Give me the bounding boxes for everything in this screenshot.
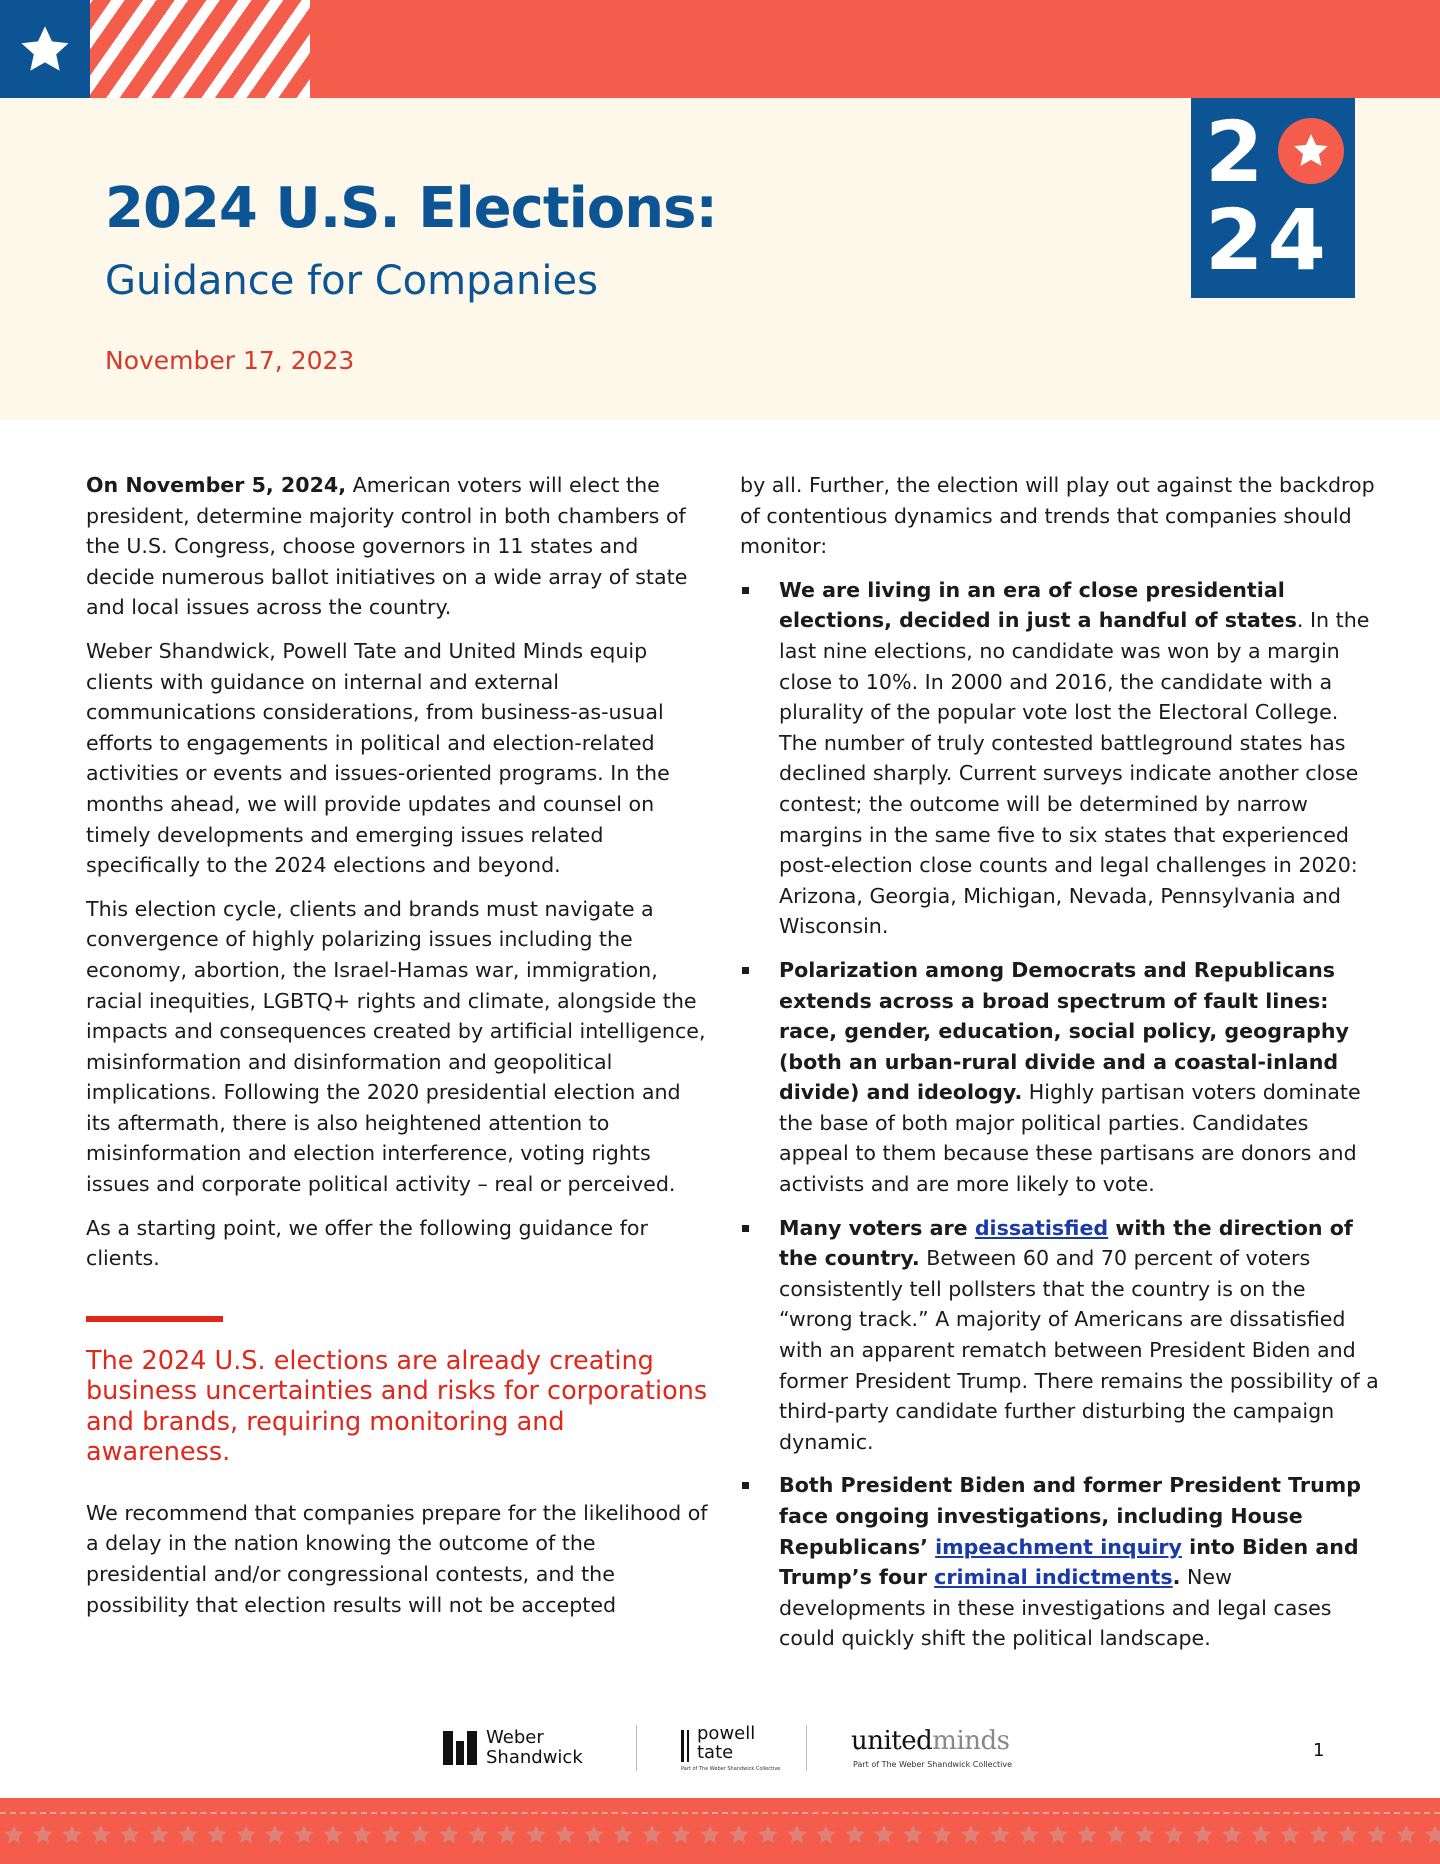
- dissatisfied-link[interactable]: dissatisfied: [974, 1215, 1109, 1240]
- bullet-icon: [742, 1482, 749, 1489]
- united-minds-tagline: Part of The Weber Shandwick Collective: [853, 1760, 1013, 1769]
- star-icon: [1193, 1825, 1212, 1843]
- logo-digit-bottom: 24: [1205, 191, 1330, 289]
- bottom-dashed-line: [0, 1812, 1440, 1814]
- logo-divider: [806, 1725, 807, 1771]
- star-icon: [120, 1825, 139, 1843]
- flag-stripes: [90, 0, 310, 98]
- star-icon: [410, 1825, 429, 1843]
- bullet-heading: We are living in an era of close presidential elections, decided in just a handful of states: [779, 577, 1297, 633]
- ws-line-1: Weber: [486, 1727, 544, 1748]
- star-icon: [1106, 1825, 1125, 1843]
- bullet-heading-end: .: [1172, 1565, 1181, 1590]
- paragraph-cycle: This election cycle, clients and brands must navigate a convergence of highly polarizing issues including the economy, abortion, the Israel-Hamas war, immigration, racial inequities, LGBTQ+ rights and climate, alongside the impacts and consequences created by artificial intelligence, misinformation and disinformation and geopolitical implications. Following the 2020 presidential election and its aftermath, there is also heightened attention to misinformation and election interference, voting rights issues and corporate political activity – real or perceived.: [86, 896, 706, 1197]
- continued-paragraph: by all. Further, the election will play out against the backdrop of contentious dynamics and trends that companies should monitor:: [740, 473, 1375, 559]
- powell-tate-logo-icon: [681, 1730, 689, 1762]
- flag-star-box: [0, 0, 90, 100]
- star-icon: [468, 1825, 487, 1843]
- star-icon: [1338, 1825, 1357, 1843]
- logo-digit-top: 2: [1205, 103, 1264, 201]
- page-title: 2024 U.S. Elections:: [105, 176, 717, 241]
- star-icon: [1048, 1825, 1067, 1843]
- logo-star-circle: [1278, 118, 1344, 184]
- star-icon: [17, 22, 73, 78]
- star-icon: [439, 1825, 458, 1843]
- paragraph-starting-point: As a starting point, we offer the following guidance for clients.: [86, 1215, 648, 1271]
- star-icon: [903, 1825, 922, 1843]
- star-icon: [816, 1825, 835, 1843]
- star-icon: [990, 1825, 1009, 1843]
- intro-text: American voters will elect the president, determine majority control in both chambers of the U.S. Congress, choose governors in 11 states and decide numerous ballot initiatives on a wide array of state and local issues across the country.: [86, 473, 688, 620]
- star-icon: [729, 1825, 748, 1843]
- list-item: [740, 1470, 1380, 1654]
- star-icon: [178, 1825, 197, 1843]
- right-column: [740, 470, 1380, 1667]
- bullet-text: New developments in these investigations and legal cases could quickly shift the political landscape.: [779, 1565, 1332, 1651]
- footer-logos: [0, 1720, 1440, 1780]
- star-icon: [1164, 1825, 1183, 1843]
- star-icon: [149, 1825, 168, 1843]
- paragraph-recommend: We recommend that companies prepare for the likelihood of a delay in the nation knowing the outcome of the presidential and/or congressional contests, and the possibility that election results will not be accepted: [86, 1500, 708, 1617]
- star-icon: [700, 1825, 719, 1843]
- star-icon: [294, 1825, 313, 1843]
- bullet-icon: [742, 1225, 749, 1232]
- callout-quote: The 2024 U.S. elections are already creating business uncertainties and risks for corporations and brands, requiring monitoring and awareness.: [86, 1345, 708, 1468]
- star-icon: [1280, 1825, 1299, 1843]
- bullet-heading: Both President Biden and former President Trump face ongoing investigations, including House Republicans’: [779, 1473, 1361, 1559]
- star-icon: [352, 1825, 371, 1843]
- bullet-icon: [742, 587, 749, 594]
- star-icon: [207, 1825, 226, 1843]
- bullet-text: . In the last nine elections, no candidate was won by a margin close to 10%. In 2000 and 2016, the candidate with a plurality of the popular vote lost the Electoral College. The number of truly contested battleground states has declined sharply. Current surveys indicate another close contest; the outcome will be determined by narrow margins in the same five to six states that experienced post-election close counts and legal challenges in 2020: Arizona, Georgia, Michigan, Nevada, Pennsylvania and Wisconsin.: [779, 608, 1370, 939]
- star-icon: [1291, 131, 1331, 171]
- paragraph-firms: Weber Shandwick, Powell Tate and United Minds equip clients with guidance on internal and external communications considerations, from business-as-usual efforts to engagements in political and election-related activities or events and issues-oriented programs. In the months ahead, we will provide updates and counsel on timely developments and emerging issues related specifically to the 2024 elections and beyond.: [86, 638, 670, 878]
- weber-shandwick-logo-icon: [443, 1731, 477, 1765]
- star-icon: [1077, 1825, 1096, 1843]
- star-icon: [91, 1825, 110, 1843]
- star-icon: [33, 1825, 52, 1843]
- united-minds-logo: [851, 1726, 1010, 1756]
- star-icon: [526, 1825, 545, 1843]
- star-icon: [787, 1825, 806, 1843]
- star-icon: [323, 1825, 342, 1843]
- powell-tate-logo: [697, 1724, 755, 1762]
- um-part-b: minds: [932, 1726, 1010, 1756]
- year-2024-logo: [1191, 98, 1355, 298]
- bullet-text: Highly partisan voters dominate the base of both major political parties. Candidates appeal to them because these partisans are donors and activists and are more likely to vote.: [779, 1080, 1361, 1197]
- star-icon: [961, 1825, 980, 1843]
- star-icon: [236, 1825, 255, 1843]
- star-icon: [584, 1825, 603, 1843]
- star-row-icon: [0, 1820, 1440, 1850]
- star-icon: [932, 1825, 951, 1843]
- publish-date: November 17, 2023: [105, 346, 355, 375]
- list-item: [740, 1213, 1380, 1458]
- left-column: [86, 470, 708, 1633]
- star-icon: [758, 1825, 777, 1843]
- powell-tate-tagline: Part of The Weber Shandwick Collective: [681, 1766, 781, 1772]
- bullet-heading: Polarization among Democrats and Republicans extends across a broad spectrum of fault lines: race, gender, education, social policy, geography (both an urban-rural divide and a coastal-inland divide) and ideology.: [779, 957, 1349, 1105]
- bottom-banner: [0, 1798, 1440, 1864]
- star-icon: [1367, 1825, 1386, 1843]
- star-icon: [642, 1825, 661, 1843]
- ws-line-2: Shandwick: [486, 1747, 583, 1768]
- star-icon: [671, 1825, 690, 1843]
- star-icon: [1309, 1825, 1328, 1843]
- star-icon: [1396, 1825, 1415, 1843]
- star-icon: [1251, 1825, 1270, 1843]
- star-icon: [1222, 1825, 1241, 1843]
- trends-list: [740, 575, 1380, 1654]
- impeachment-inquiry-link[interactable]: impeachment inquiry: [935, 1534, 1182, 1559]
- star-icon: [4, 1825, 23, 1843]
- criminal-indictments-link[interactable]: criminal indictments: [934, 1565, 1173, 1590]
- bullet-heading-cont: into Biden and Trump’s four: [779, 1534, 1359, 1590]
- logo-divider: [636, 1725, 637, 1771]
- star-icon: [1425, 1825, 1440, 1843]
- accent-divider: [86, 1316, 223, 1322]
- bullet-text: Between 60 and 70 percent of voters consistently tell pollsters that the country is on the “wrong track.” A majority of Americans are dissatisfied with an apparent rematch between President Biden and former President Trump. There remains the possibility of a third-party candidate further disturbing the campaign dynamic.: [779, 1246, 1379, 1454]
- star-icon: [555, 1825, 574, 1843]
- pt-line-1: powell: [697, 1723, 756, 1744]
- pt-line-2: tate: [697, 1742, 734, 1763]
- list-item: [740, 955, 1380, 1200]
- star-icon: [381, 1825, 400, 1843]
- bullet-heading-cont: with the direction of the country.: [779, 1215, 1353, 1271]
- star-icon: [1019, 1825, 1038, 1843]
- star-icon: [497, 1825, 516, 1843]
- intro-paragraph: [86, 470, 708, 623]
- star-icon: [613, 1825, 632, 1843]
- page-subtitle: Guidance for Companies: [105, 258, 598, 304]
- star-icon: [1135, 1825, 1154, 1843]
- star-icon: [874, 1825, 893, 1843]
- page-number: 1: [1313, 1740, 1325, 1761]
- intro-lead: On November 5, 2024,: [86, 473, 347, 497]
- star-icon: [265, 1825, 284, 1843]
- um-part-a: united: [851, 1726, 933, 1756]
- bullet-icon: [742, 967, 749, 974]
- bullet-heading: Many voters are: [779, 1215, 975, 1240]
- star-icon: [62, 1825, 81, 1843]
- weber-shandwick-logo: [486, 1728, 583, 1768]
- list-item: [740, 575, 1380, 942]
- star-icon: [845, 1825, 864, 1843]
